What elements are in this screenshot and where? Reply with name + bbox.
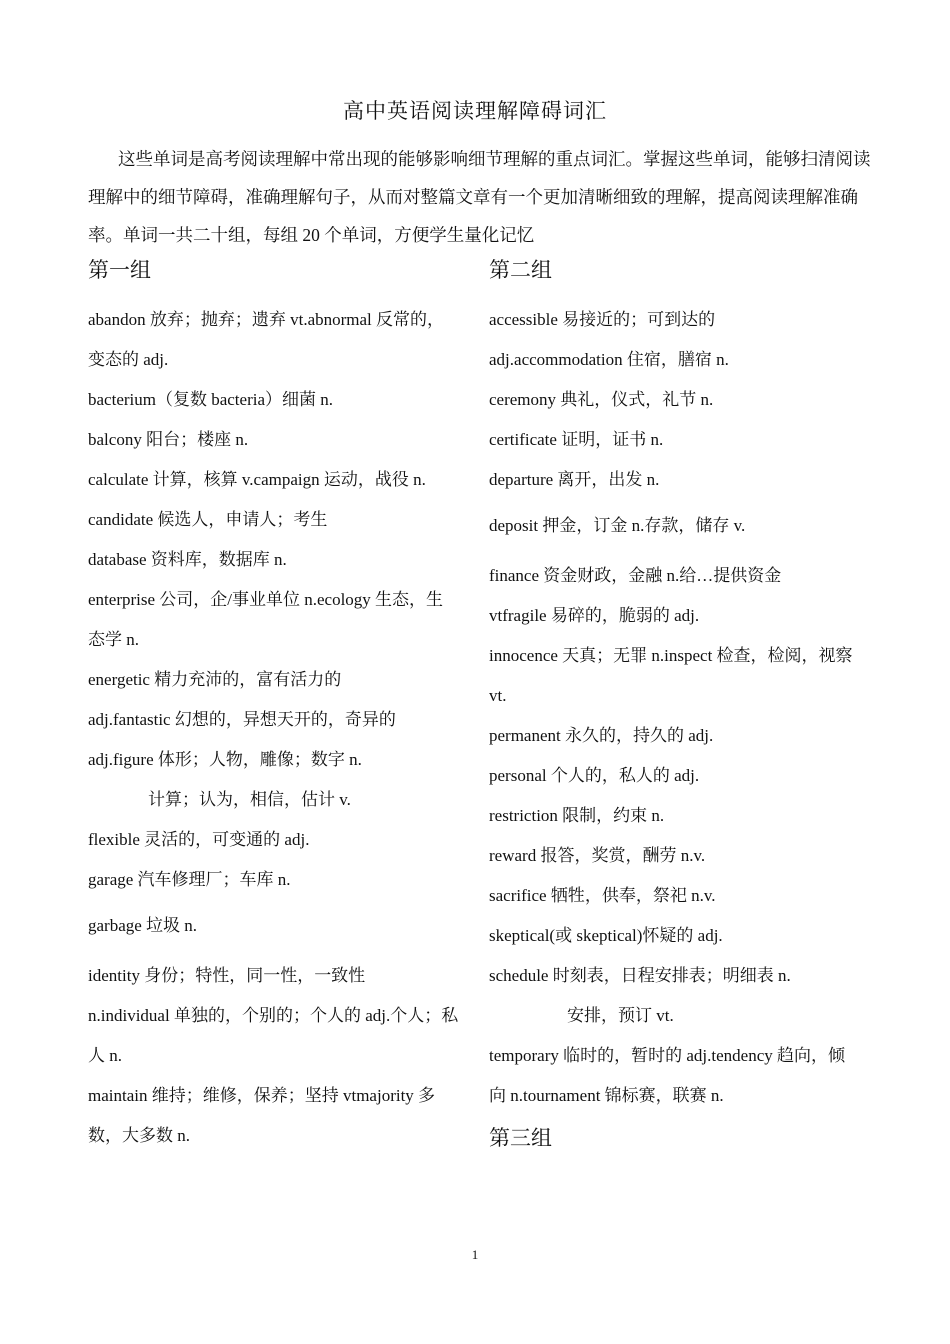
vocab-entry: garbage 垃圾 n.: [88, 916, 198, 935]
vocab-entry: departure 离开，出发 n.: [489, 470, 660, 489]
vocab-entry: 安排，预订 vt.: [567, 1006, 674, 1025]
vocab-entry: adj.accommodation 住宿，膳宿 n.: [489, 350, 729, 369]
vocab-entry: maintain 维持；维修，保养；坚持 vtmajority 多数，大多数 n.: [88, 1086, 436, 1145]
vocab-entry: skeptical(或 skeptical)怀疑的 adj.: [489, 926, 723, 945]
document-title: 高中英语阅读理解障碍词汇: [343, 99, 607, 123]
vocab-entry: certificate 证明，证书 n.: [489, 430, 664, 449]
vocab-entry: n.individual 单独的，个别的；个人的 adj.个人；私人 n.: [88, 1006, 459, 1065]
vocab-entry: energetic 精力充沛的，富有活力的: [88, 670, 342, 689]
right-column: [489, 252, 861, 1168]
vocab-entry: flexible 灵活的，可变通的 adj.: [88, 830, 310, 849]
intro-paragraph: 这些单词是高考阅读理解中常出现的能够影响细节理解的重点词汇。掌握这些单词，能够扫清阅读理解中的细节障碍，准确理解句子，从而对整篇文章有一个更加清晰细致的理解，提高阅读理解准确率。单词一共二十组，每组 20 个单词，方便学生量化记忆: [88, 149, 871, 245]
page-number: 1: [471, 1247, 479, 1262]
vocab-entry: 计算；认为，相信，估计 v.: [148, 790, 351, 809]
vocab-entry: reward 报答，奖赏，酬劳 n.v.: [489, 846, 706, 865]
vocab-entry: temporary 临时的，暂时的 adj.tendency 趋向，倾向 n.tournament 锦标赛，联赛 n.: [489, 1046, 845, 1105]
vocab-entry: finance 资金财政，金融 n.给…提供资金: [489, 566, 782, 585]
group-heading: 第一组: [88, 258, 151, 282]
group-heading: 第二组: [489, 258, 552, 282]
vocab-entry: sacrifice 牺牲，供奉，祭祀 n.v.: [489, 886, 716, 905]
left-column: [88, 252, 460, 1156]
vocab-entry: schedule 时刻表，日程安排表；明细表 n.: [489, 966, 791, 985]
vocab-entry: candidate 候选人，申请人；考生: [88, 510, 328, 529]
group-heading-next: 第三组: [489, 1126, 552, 1150]
vocab-entry: innocence 天真；无罪 n.inspect 检查，检阅，视察 vt.: [489, 646, 853, 705]
vocab-entry: accessible 易接近的；可到达的: [489, 310, 716, 329]
vocab-entry: calculate 计算，核算 v.campaign 运动，战役 n.: [88, 470, 426, 489]
vocab-entry: permanent 永久的，持久的 adj.: [489, 726, 714, 745]
vocab-entry: database 资料库，数据库 n.: [88, 550, 287, 569]
vocab-entry: bacterium（复数 bacteria）细菌 n.: [88, 390, 334, 409]
vocab-entry: personal 个人的，私人的 adj.: [489, 766, 700, 785]
vocab-entry: adj.figure 体形；人物，雕像；数字 n.: [88, 750, 362, 769]
vocab-entry: abandon 放弃；抛弃；遗弃 vt.abnormal 反常的，变态的 adj.: [88, 310, 445, 369]
vocab-entry: balcony 阳台；楼座 n.: [88, 430, 249, 449]
vocab-entry: ceremony 典礼，仪式，礼节 n.: [489, 390, 714, 409]
vocab-entry: garage 汽车修理厂；车库 n.: [88, 870, 291, 889]
vocab-entry: deposit 押金，订金 n.存款，储存 v.: [489, 516, 746, 535]
vocab-entry: adj.fantastic 幻想的，异想天开的，奇异的: [88, 710, 396, 729]
vocab-entry: restriction 限制，约束 n.: [489, 806, 665, 825]
vocab-entry: enterprise 公司，企/事业单位 n.ecology 生态，生态学 n.: [88, 590, 444, 649]
vocab-entry: vtfragile 易碎的，脆弱的 adj.: [489, 606, 700, 625]
vocab-entry: identity 身份；特性，同一性，一致性: [88, 966, 366, 985]
